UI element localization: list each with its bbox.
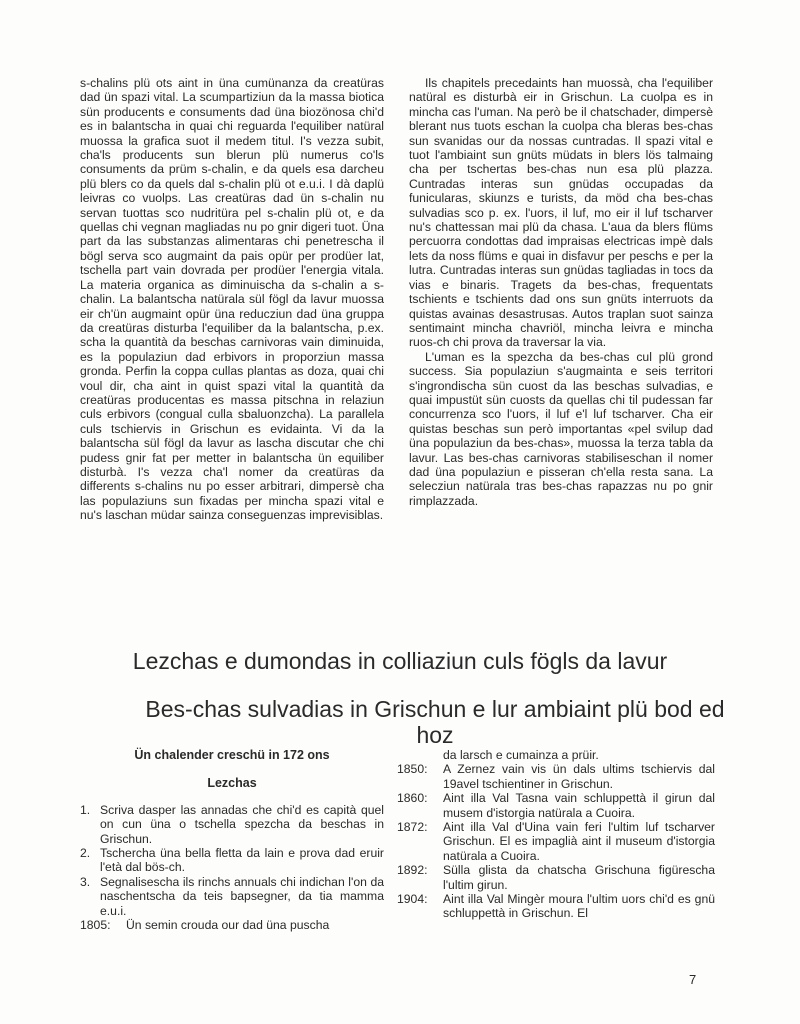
calendar-entry-continued <box>397 748 715 762</box>
task-item <box>80 875 384 918</box>
task-number: 2. <box>80 846 91 861</box>
entry-year: 1860: <box>397 791 428 806</box>
calendar-entries <box>397 748 715 921</box>
entry-text: da larsch e cumainza a prüir. <box>443 748 599 762</box>
task-item <box>80 846 384 875</box>
calendar-entry <box>397 863 715 892</box>
entry-text: Aint illa Val Mingèr moura l'ultim uors chi'd es gnü schluppettà in Grischun. El <box>443 892 715 921</box>
task-item <box>80 803 384 846</box>
tasks-heading: Lezchas <box>207 776 257 791</box>
calendar-entry <box>80 918 384 932</box>
task-text: Tschercha üna bella fletta da lain e prova dad eruir l'età dal bös-ch. <box>100 846 384 875</box>
entry-text: Aint illa Val d'Uina vain feri l'ultim luf tscharver Grischun. El es impaglià aint il museum d'istorgia natürala a Cuoira. <box>443 820 715 863</box>
calendar-tasks <box>80 748 384 932</box>
calendar-entry <box>397 892 715 921</box>
entry-year: 1805: <box>80 918 111 933</box>
entry-text: Ün semin crouda our dad üna puscha <box>126 918 330 933</box>
task-text: Scriva dasper las annadas che chi'd es capità quel on cun üna o tschella spezcha da beschas in Grischun. <box>100 802 384 846</box>
section-subheading: Bes-chas sulvadias in Grischun e lur ambiaint plü bod ed hoz <box>145 696 725 748</box>
right-text-column <box>409 76 713 508</box>
entry-year: 1850: <box>397 762 428 777</box>
body-paragraph: s-chalins plü ots aint in üna cumünanza da creatüras dad ün spazi vital. La scumpartiziun da la massa biotica sün producents e consuments dad üna biozönosa chi'd es in balantscha in quai chi reguarda l'equiliber natüral muossa la grafica suot il medem titul. I's vezza subit, cha'ls producents sun blerun plü numerus co'ls consuments da prüm s-chalin, e da quels esa darcheu plü blers co da quels dal s-chalin plü ot e.u.i. I dà daplü leivras co vuolps. Las creatüras dad ün s-chalin nu servan tuottas sco nudritüra pel s-chalin plü ot, e da quellas chi vegnan magliadas nu po gnir digeri tuot. Üna part da las substanzas alimentaras chi penetrescha il bögl serva sco augmaint da pais opür per prodüer lat, tschella part vain dovrada per prodüer l'energia vitala. La materia organica as diminuischa da s-chalin a s-chalin. La balantscha natürala sül fögl da lavur muossa eir ch'ün augmaint opür üna reducziun dad üna gruppa da creatüras disturba l'equiliber da la balantscha, p.ex. scha la quantità da beschas carnivoras vain diminuida, es la populaziun dad erbivors in proporziun massa gronda. Perfin la coppa cullas plantas as doza, quai chi voul dir, cha aint in quist spazi vital la quantità da creatüras producentas es massa pitschna in relaziun culs erbivors (congual culla sbaluonzcha). La parallela culs tschiervis in Grischun es evidainta. Vi da la balantscha sül fögl da lavur as lascha discutar che chi pudess gnir fat per metter in balantscha ün equiliber disturbà. I's vezza cha'l nomer da creatüras da differents s-chalins nu po esser arbitrari, dimpersè cha las populaziuns sun fixadas per mincha spazi vital e nu's laschan müdar sainza conseguenzas imprevisiblas. <box>80 76 384 523</box>
calendar-entry <box>397 820 715 863</box>
calendar-title: Ün chalender creschü in 172 ons <box>134 748 330 762</box>
calendar-entry <box>397 762 715 791</box>
body-paragraph: L'uman es la spezcha da bes-chas cul plü grond success. Sia populaziun s'augmainta e seis territori s'ingrondischa sün cuost da las beschas sulvadias, e quai impustüt sün cuosts da quellas chi til pudessan far concurrenza sco l'uors, il luf e'l luf tscharver. Cha eir quistas beschas sun però importantas «pel svilup dad üna populaziun da bes-chas», muossa la terza tabla da lavur. Las bes-chas carnivoras stabiliseschan il nomer dad üna populaziun e pisseran ch'ella resta sana. La selecziun natürala tras bes-chas rapazzas nu po gnir rimplazzada. <box>409 349 713 508</box>
task-number: 1. <box>80 802 91 817</box>
left-text-column <box>80 76 384 523</box>
body-paragraph: Ils chapitels precedaints han muossà, cha l'equiliber natüral es disturbà eir in Grischun. La cuolpa es in mincha cas l'uman. Na però be il chatschader, dimpersè blerant nus tuots eschan la cuolpa cha bleras bes-chas sun svanidas our da nossas cuntradas. Il spazi vital e tuot l'ambiaint sun gnüts müdats in blers lös talmaing cha per tschertas bes-chas nun esa plü plazza. Cuntradas interas sun gnüdas occupadas da funicularas, skiunzs e turists, da möd cha bes-chas sulvadias sco p. ex. l'uors, il luf, mo eir il luf tscharver nu's chattessan mai plü da chasa. L'aua da blers flüms percuorra condottas dad impraisas electricas impè dals lets da noss flüms e quai in disfavur per peschs e per la lutra. Cuntradas interas sun gnüdas tagliadas in tocs da vias e binaris. Tragets da bes-chas, frequentats tschients e tschients dad ons sun gnüts interruots da quistas avainas desastrusas. Autos traplan suot sainza sentimaint mincha chavriöl, mincha leivra e mincha ruos-ch chi prova da traversar la via. <box>409 76 713 350</box>
page-number: 7 <box>689 972 697 987</box>
task-text: Segnalisescha ils rinchs annuals chi indichan l'on da naschentscha da teis bapsegner, da tia mamma e.u.i. <box>100 874 384 918</box>
entry-text: A Zernez vain vis ün dals ultims tschiervis dal 19avel tschientiner in Grischun. <box>443 762 715 791</box>
task-number: 3. <box>80 874 91 889</box>
entry-year: 1904: <box>397 892 428 907</box>
entry-text: Aint illa Val Tasna vain schluppettà il girun dal musem d'istorgia natürala a Cuoira. <box>443 791 715 820</box>
calendar-entry <box>397 791 715 820</box>
entry-year: 1892: <box>397 863 428 878</box>
entry-year: 1872: <box>397 820 428 835</box>
entry-text: Sülla glista da chatscha Grischuna figürescha l'ultim girun. <box>443 863 715 892</box>
section-heading: Lezchas e dumondas in colliaziun culs fögls da lavur <box>132 648 668 674</box>
